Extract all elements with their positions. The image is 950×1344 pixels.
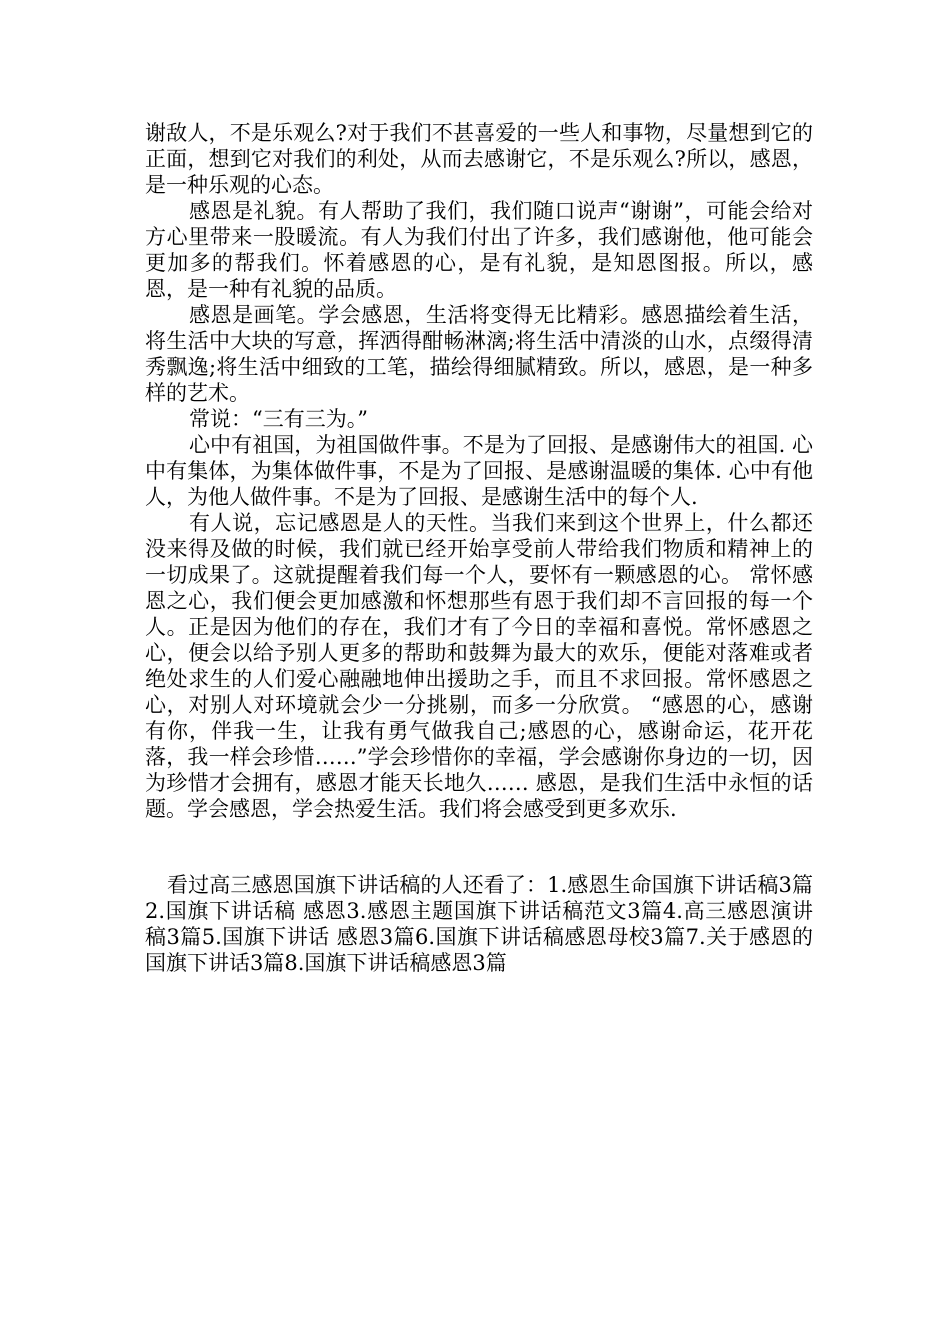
paragraph-gratitude-nature: 有人说，忘记感恩是人的天性。当我们来到这个世界上，什么都还没来得及做的时候，我们就已经开始享受前人带给我们物质和精神上的一切成果了。这就提醒着我们每一个人，要怀有一颗感恩的心。 常怀感恩之心，我们便会更加感激和怀想那些有恩于我们却不言回报的每一个人。正是因为他们的存在，我们才有了今日的幸福和喜悦。常怀感恩之心，便会以给予别人更多的帮助和鼓舞为最大的欢乐，便能对落难或者绝处求生的人们爱心融融地伸出援助之手，而且不求回报。常怀感恩之心，对别人对环境就会少一分挑剔，而多一分欣赏。 “感恩的心，感谢有你，伴我一生，让我有勇气做我自己;感恩的心，感谢命运，花开花落，我一样会珍惜……”学会珍惜你的幸福，学会感谢你身边的一切，因为珍惜才会拥有，感恩才能天长地久…… 感恩，是我们生活中永恒的话题。学会感恩，学会热爱生活。我们将会感受到更多欢乐. <box>145 511 813 821</box>
paragraph-continuation: 谢敌人，不是乐观么?对于我们不甚喜爱的一些人和事物，尽量想到它的正面，想到它对我们的利处，从而去感谢它，不是乐观么?所以，感恩，是一种乐观的心态。 <box>145 121 813 197</box>
paragraph-three-haves: 心中有祖国，为祖国做件事。不是为了回报、是感谢伟大的祖国. 心中有集体，为集体做件事，不是为了回报、是感谢温暖的集体. 心中有他人，为他人做件事。不是为了回报、是感谢生活中的每个人. <box>145 433 813 509</box>
related-articles-text: 看过高三感恩国旗下讲话稿的人还看了：1.感恩生命国旗下讲话稿3篇2.国旗下讲话稿 感恩3.感恩主题国旗下讲话稿范文3篇4.高三感恩演讲稿3篇5.国旗下讲话 感恩3篇6.国旗下讲话稿感恩母校3篇7.关于感恩的国旗下讲话3篇8.国旗下讲话稿感恩3篇 <box>145 873 813 975</box>
paragraph-saying: 常说：“三有三为。” <box>189 407 368 431</box>
related-articles <box>145 872 813 976</box>
paragraph-paintbrush: 感恩是画笔。学会感恩，生活将变得无比精彩。感恩描绘着生活，将生活中大块的写意，挥洒得酣畅淋漓;将生活中清淡的山水，点缀得清秀飘逸;将生活中细致的工笔，描绘得细腻精致。所以，感恩，是一种多样的艺术。 <box>145 303 813 405</box>
paragraph-courtesy: 感恩是礼貌。有人帮助了我们，我们随口说声“谢谢”，可能会给对方心里带来一股暖流。有人为我们付出了许多，我们感谢他，他可能会更加多的帮我们。怀着感恩的心，是有礼貌，是知恩图报。所以，感恩，是一种有礼貌的品质。 <box>145 199 813 301</box>
article-body <box>145 120 813 822</box>
